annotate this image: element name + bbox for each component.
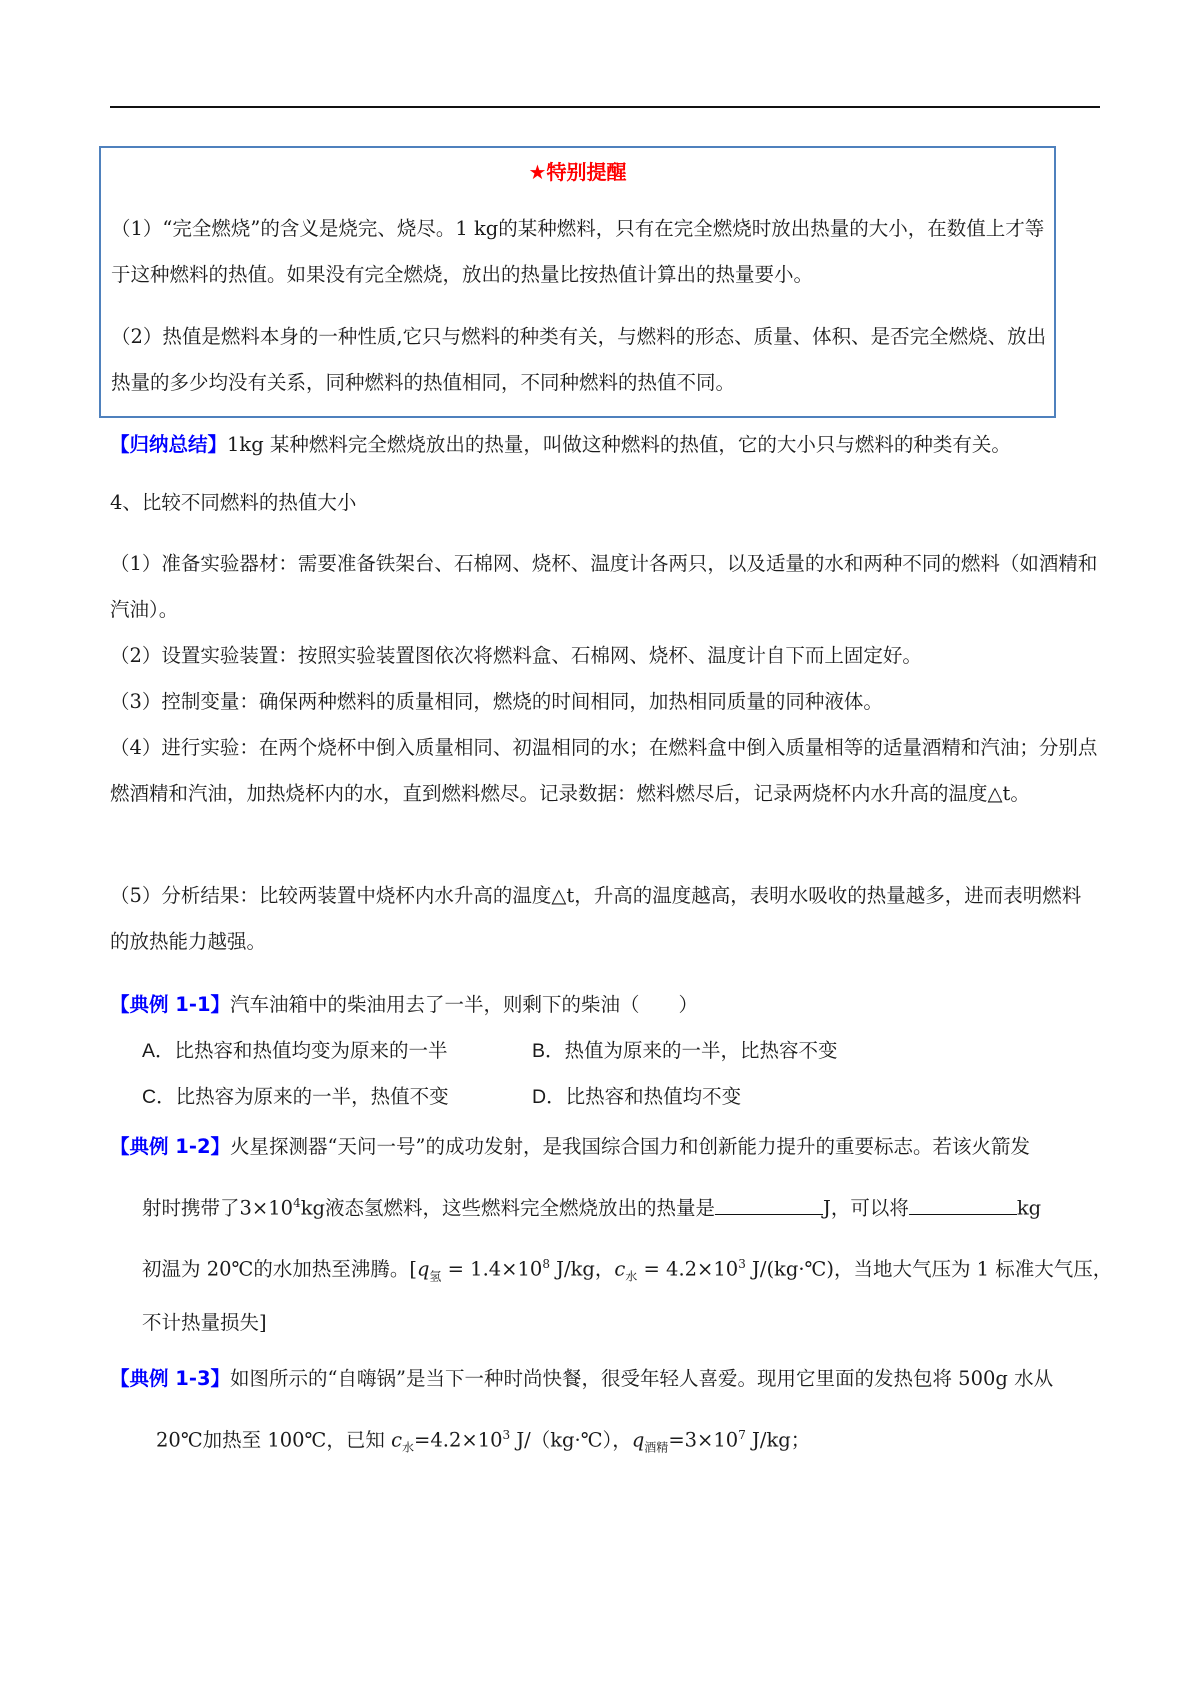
summary-paragraph bbox=[110, 422, 1100, 468]
header-rule bbox=[110, 106, 1100, 108]
example-1-3-label: 【典例 1-3】 bbox=[110, 1367, 231, 1390]
example-1-2-line-4: 不计热量损失] bbox=[142, 1311, 267, 1334]
example-1-1-question: 汽车油箱中的柴油用去了一半，则剩下的柴油（ ） bbox=[230, 993, 699, 1016]
example-1-1-label: 【典例 1-1】 bbox=[110, 993, 231, 1016]
summary-label: 【归纳总结】 bbox=[110, 433, 228, 456]
option-d[interactable]: D．比热容和热值均不变 bbox=[532, 1085, 742, 1108]
example-1-3-line-2: 20℃加热至 100℃，已知 $c_水=4.2\times 10^3$ J/（kg·℃），$q_{酒精}=3\times 10^7$ J/kg； bbox=[156, 1428, 811, 1455]
example-1-1-stem bbox=[110, 982, 1100, 1028]
step-4: （4）进行实验：在两个烧杯中倒入质量相同、初温相同的水；在燃料盒中倒入质量相等的适量酒精和汽油；分别点燃酒精和汽油，加热烧杯内的水，直到燃料燃尽。记录数据：燃料燃尽后，记录两烧杯内水升高的温度△t。 bbox=[110, 736, 1098, 805]
example-1-2-line-2: 射时携带了$3\times 10^4kg$液态氢燃料，这些燃料完全燃烧放出的热量是 J，可以将 kg bbox=[142, 1196, 1042, 1220]
option-a[interactable]: A．比热容和热值均变为原来的一半 bbox=[142, 1039, 448, 1062]
example-1-2-line-3: 初温为 20℃的水加热至沸腾。[$q_氢 = 1.4\times 10^8$ J/kg，$c_水 = 4.2\times 10^3$ J/(kg·℃)，当地大气压为 1 标准大气压， bbox=[142, 1257, 1113, 1284]
reminder-title: ★特别提醒 bbox=[528, 160, 627, 184]
example-1-3-line-1: 【典例 1-3】如图所示的“自嗨锅”是当下一种时尚快餐，很受年轻人喜爱。现用它里面的发热包将 500g 水从 bbox=[110, 1367, 1054, 1390]
step-3: （3）控制变量：确保两种燃料的质量相同，燃烧的时间相同，加热相同质量的同种液体。 bbox=[110, 690, 883, 713]
step-5: （5）分析结果：比较两装置中烧杯内水升高的温度△t，升高的温度越高，表明水吸收的热量越多，进而表明燃料的放热能力越强。 bbox=[110, 884, 1082, 953]
special-reminder-box bbox=[99, 146, 1056, 418]
answer-blank-heat[interactable] bbox=[715, 1196, 823, 1215]
step-2: （2）设置实验装置：按照实验装置图依次将燃料盒、石棉网、烧杯、温度计自下而上固定好。 bbox=[110, 644, 922, 667]
option-b[interactable]: B．热值为原来的一半，比热容不变 bbox=[532, 1039, 838, 1062]
option-c[interactable]: C．比热容为原来的一半，热值不变 bbox=[142, 1085, 449, 1108]
section-heading: 4、比较不同燃料的热值大小 bbox=[110, 491, 357, 514]
step-1: （1）准备实验器材：需要准备铁架台、石棉网、烧杯、温度计各两只，以及适量的水和两种不同的燃料（如酒精和汽油）。 bbox=[110, 552, 1098, 621]
reminder-paragraph-1: （1）“完全燃烧”的含义是烧完、烧尽。1 kg的某种燃料，只有在完全燃烧时放出热量的大小，在数值上才等于这种燃料的热值。如果没有完全燃烧，放出的热量比按热值计算出的热量要小。 bbox=[111, 217, 1045, 286]
summary-text: 1kg 某种燃料完全燃烧放出的热量，叫做这种燃料的热值，它的大小只与燃料的种类有关。 bbox=[227, 433, 1011, 456]
example-1-2-line-1: 【典例 1-2】火星探测器“天问一号”的成功发射，是我国综合国力和创新能力提升的重要标志。若该火箭发 bbox=[110, 1135, 1030, 1158]
answer-blank-mass[interactable] bbox=[909, 1196, 1017, 1215]
reminder-paragraph-2: （2）热值是燃料本身的一种性质,它只与燃料的种类有关，与燃料的形态、质量、体积、是否完全燃烧、放出热量的多少均没有关系，同种燃料的热值相同，不同种燃料的热值不同。 bbox=[111, 325, 1047, 394]
example-1-2-label: 【典例 1-2】 bbox=[110, 1135, 231, 1158]
